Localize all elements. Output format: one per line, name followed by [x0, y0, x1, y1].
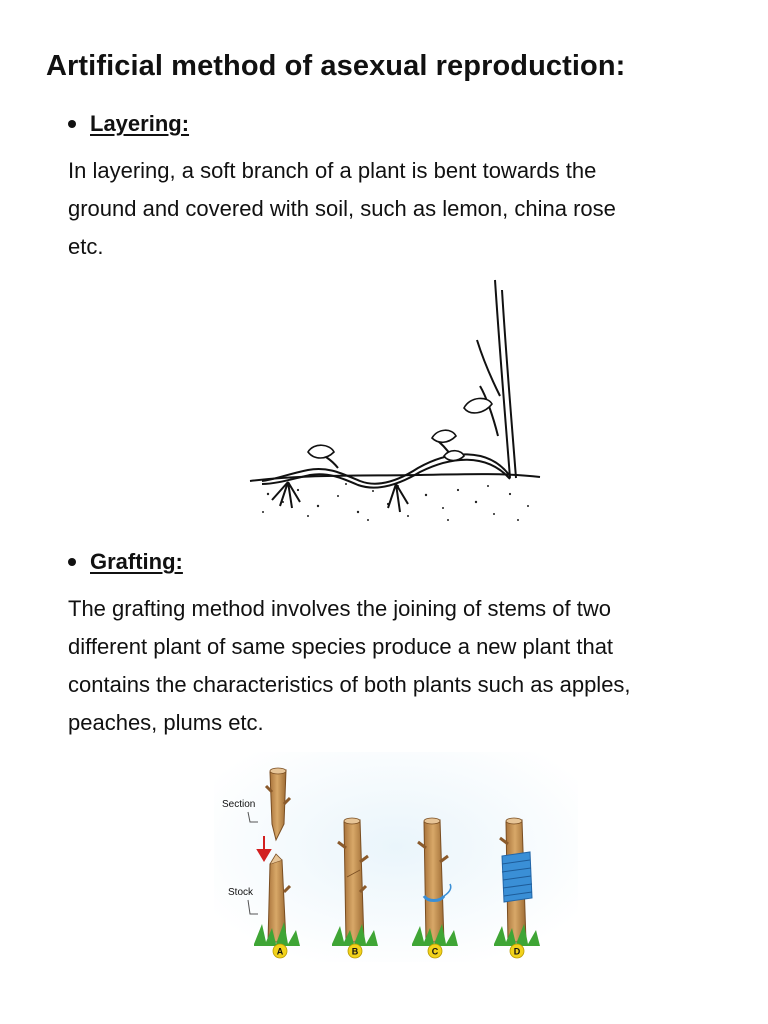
section-label: Section [222, 799, 256, 810]
grafting-line: contains the characteristics of both plants such as apples, [68, 672, 631, 697]
step-label: D [513, 946, 521, 957]
layering-line: ground and covered with soil, such as lemon, china rose [68, 196, 616, 221]
grafting-line: The grafting method involves the joining of stems of two [68, 596, 611, 621]
grafting-line: peaches, plums etc. [68, 710, 264, 735]
layering-line: etc. [68, 234, 104, 259]
stock-label: Stock [228, 887, 254, 898]
layering-heading-label: Layering: [90, 111, 190, 136]
bullet-icon [68, 120, 76, 128]
step-label: A [276, 946, 284, 957]
bullet-icon [68, 558, 76, 566]
page-title: Artificial method of asexual reproduction: [46, 50, 626, 82]
layering-line: In layering, a soft branch of a plant is bent towards the [68, 158, 597, 183]
grafting-line: different plant of same species produce a new plant that [68, 634, 614, 659]
grafting-heading [68, 549, 183, 575]
grafting-heading-label: Grafting: [90, 549, 183, 574]
grafting-paragraph [68, 590, 728, 742]
grafting-illustration [214, 752, 578, 962]
step-label: C [431, 946, 439, 957]
layering-heading [68, 111, 189, 137]
step-label: B [351, 946, 359, 957]
layering-illustration [248, 276, 544, 522]
layering-paragraph [68, 152, 728, 266]
